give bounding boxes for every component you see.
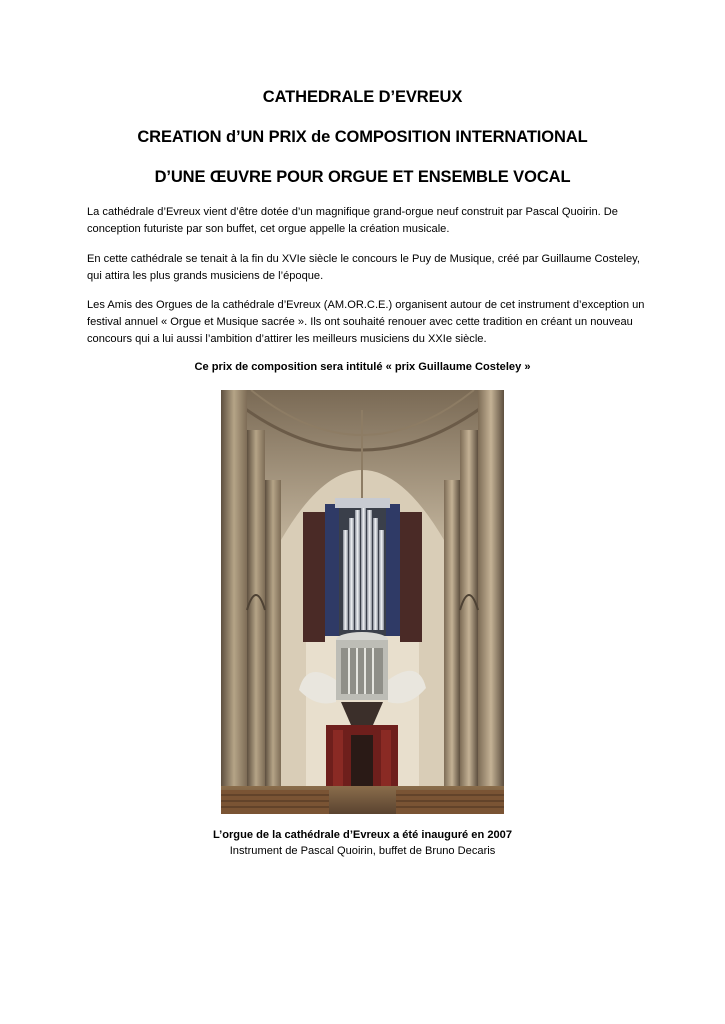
paragraph-association: Les Amis des Orgues de la cathédrale d’Evreux (AM.OR.C.E.) organisent autour de cet instrument d’exception un festival annuel « Orgue et Musique sacrée ». Ils ont souhaité renouer avec cette tradition en créant un nouveau concours qui a lui aussi l’ambition d’attirer les meilleurs musiciens du XXIe siècle. (87, 299, 645, 345)
cathedral-organ-photo (221, 390, 504, 814)
prize-announcement: Ce prix de composition sera intitulé « prix Guillaume Costeley » (194, 361, 531, 373)
paragraph-history: En cette cathédrale se tenait à la fin du XVIe siècle le concours le Puy de Musique, créé par Guillaume Costeley, qui attira les plus grands musiciens de l’époque. (87, 253, 640, 282)
paragraph-organ-intro: La cathédrale d’Evreux vient d’être dotée d’un magnifique grand-orgue neuf construit par Pascal Quoirin. De conception futuriste par son buffet, cet orgue appelle la création musicale. (87, 206, 618, 235)
document-subtitle-line-2: D’UNE ŒUVRE POUR ORGUE ET ENSEMBLE VOCAL (154, 168, 571, 186)
photo-caption-credit: Instrument de Pascal Quoirin, buffet de Bruno Decaris (229, 845, 496, 857)
document-title: CATHEDRALE D’EVREUX (262, 88, 463, 106)
document-subtitle-line-1: CREATION d’UN PRIX de COMPOSITION INTERNATIONAL (137, 128, 588, 146)
photo-caption-title: L’orgue de la cathédrale d’Evreux a été inauguré en 2007 (212, 829, 513, 841)
